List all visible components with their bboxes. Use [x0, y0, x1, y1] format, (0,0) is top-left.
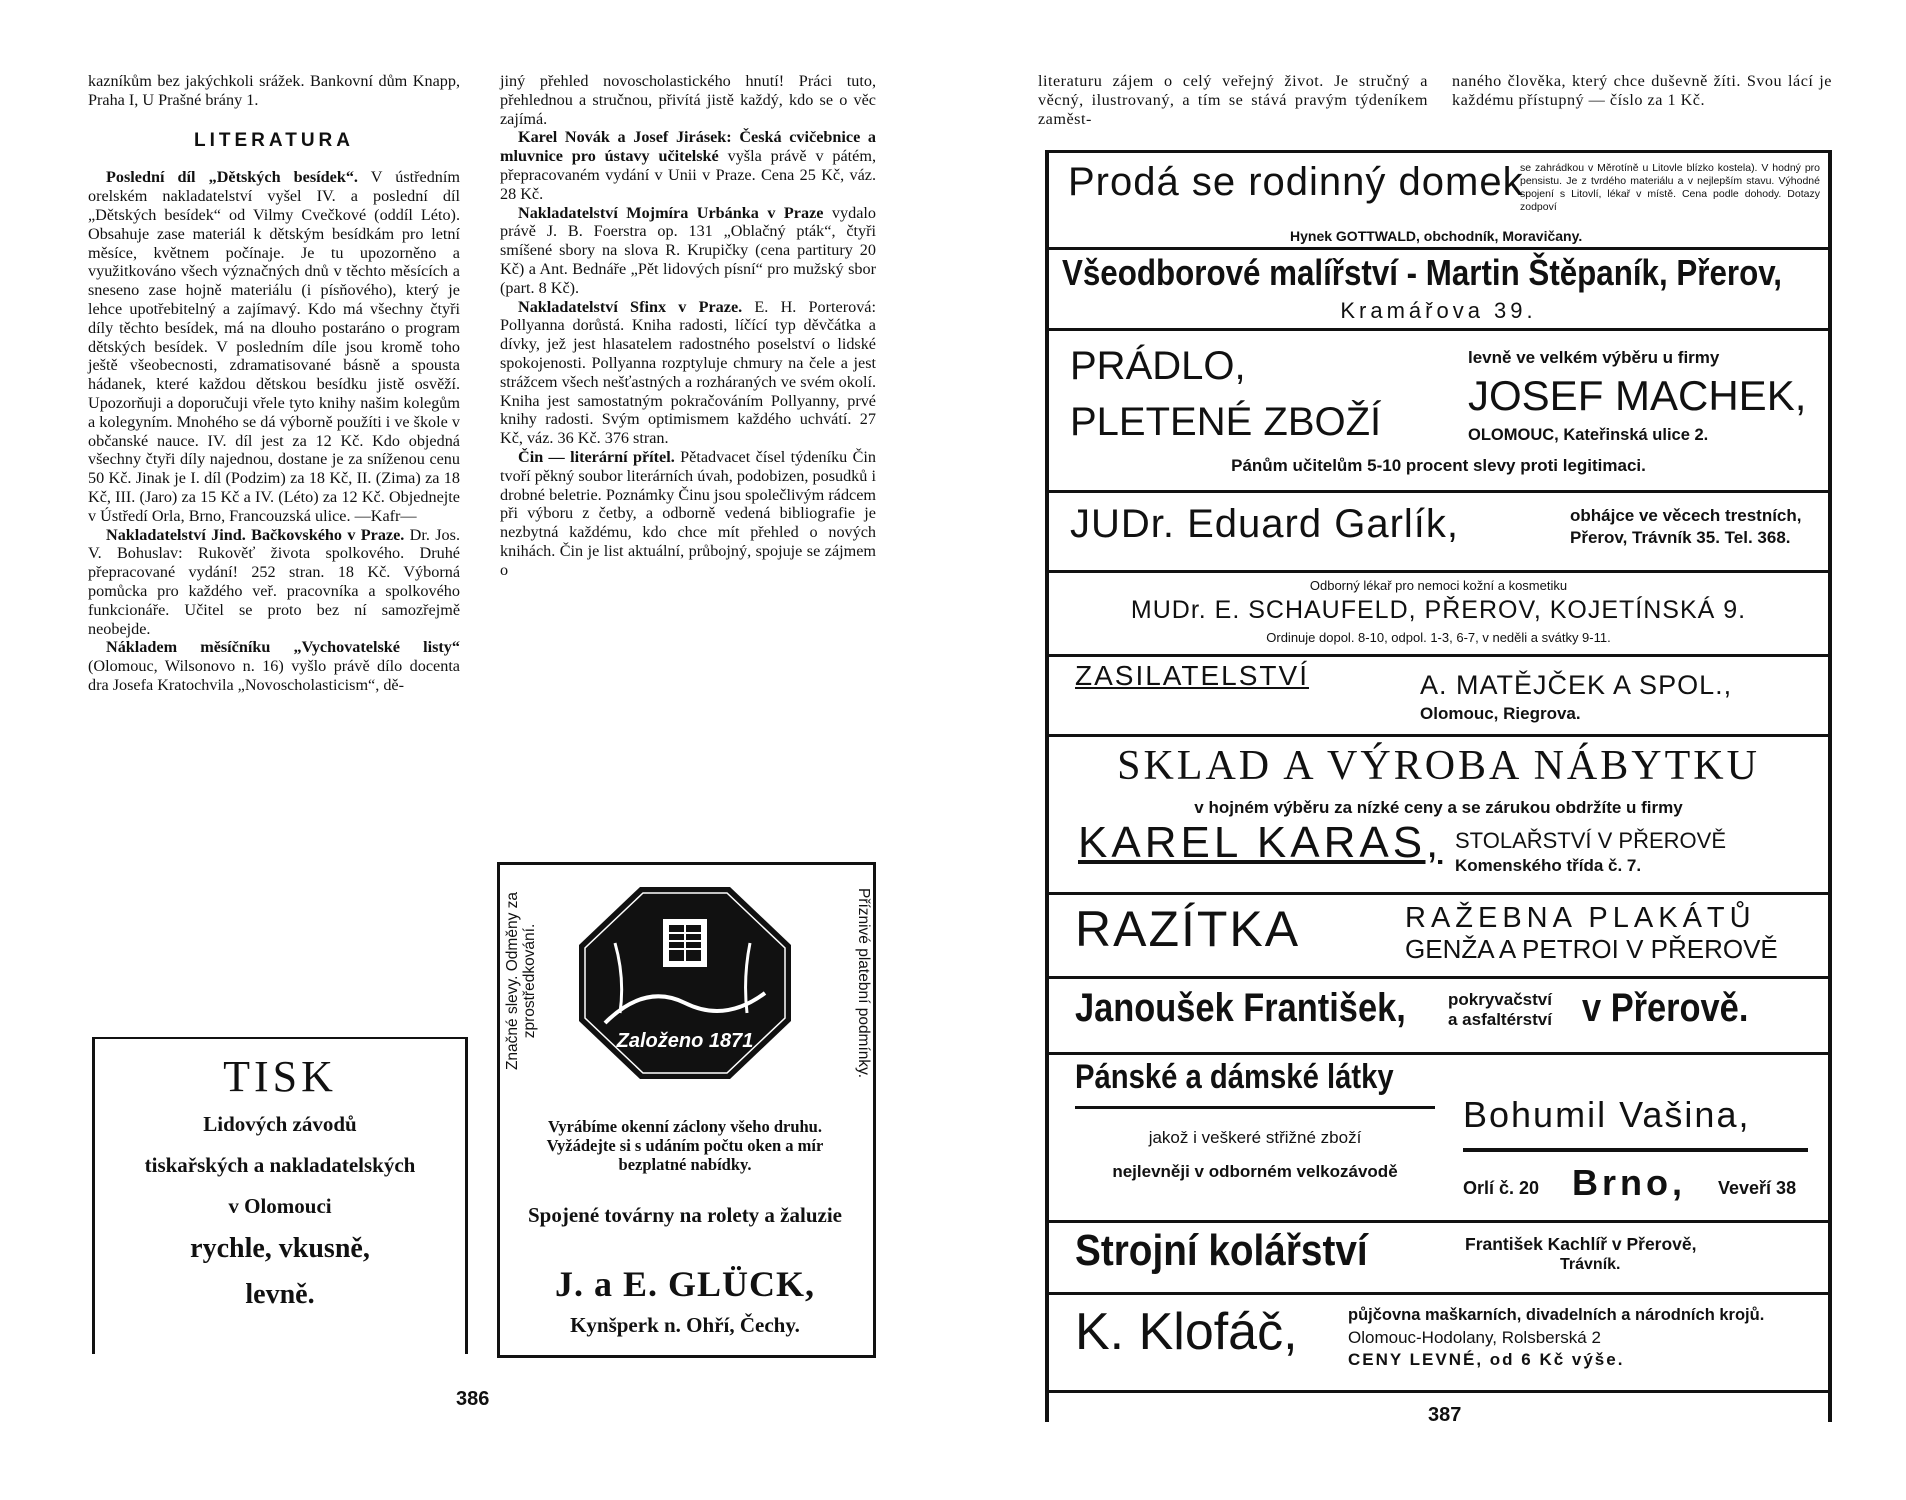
- article-lead: Nákladem měsíčníku „Vychovatelské listy“: [106, 638, 460, 657]
- article-paragraph: [88, 638, 460, 694]
- divider-10: [1045, 1220, 1832, 1223]
- ad-karas-name: KAREL KARAS,: [1078, 818, 1443, 867]
- gluck-address: Kynšperk n. Ohří, Čechy.: [570, 1313, 800, 1337]
- left-column-1: [88, 72, 460, 695]
- ad-matejcek-name: A. MATĚJČEK A SPOL.,: [1420, 670, 1733, 700]
- ad-klofac-r1: půjčovna maškarních, divadelních a národních krojů.: [1348, 1306, 1765, 1324]
- right-frame-top: [1045, 150, 1832, 153]
- ad-latky-rule: [1075, 1106, 1435, 1109]
- ad-rodinny-domek: [1060, 156, 1820, 246]
- gluck-text-2: Spojené továrny na rolety a žaluzie: [528, 1203, 842, 1227]
- ad-genza: GENŽA A PETROI V PŘEROVĚ: [1405, 934, 1778, 964]
- tisk-line-5: rychle, vkusně,: [190, 1233, 370, 1264]
- article-paragraph: [500, 72, 876, 128]
- gluck-advertisement: [497, 862, 876, 1358]
- page-number-left: 386: [456, 1388, 490, 1410]
- ad-matejcek-address: Olomouc, Riegrova.: [1420, 704, 1581, 723]
- tisk-line-2: Lidových závodů: [203, 1112, 357, 1136]
- article-lead: Čin — literární přítel.: [518, 447, 675, 466]
- tisk-advertisement: [92, 1037, 468, 1354]
- ad-latky-title: Pánské a dámské látky: [1075, 1058, 1394, 1096]
- article-lead: Karel Novák a Josef Jirásek: Česká cvičebnice a mluvnice pro ústavy učitelské: [500, 128, 876, 166]
- ad-malirstvi-line1: Všeodborové malířství - Martin Štěpaník, Přerov,: [1062, 252, 1782, 293]
- ad-pradlo-line2: PLETENÉ ZBOŽÍ: [1070, 400, 1382, 444]
- ad-machek-name: JOSEF MACHEK,: [1468, 372, 1807, 419]
- article-body: kazníkům bez jakýchkoli srážek. Bankovní dům Knapp, Praha I, U Prašné brány 1.: [88, 72, 460, 109]
- tisk-title: TISK: [223, 1052, 337, 1101]
- ad-klofac-r3: CENY LEVNÉ, od 6 Kč výše.: [1348, 1350, 1625, 1369]
- ad-razebna: RAŽEBNA PLAKÁTŮ: [1405, 902, 1756, 934]
- gluck-name: J. a E. GLÜCK,: [554, 1264, 816, 1304]
- ad-garlik-name: JUDr. Eduard Garlík,: [1070, 502, 1460, 546]
- article-body: vyšla právě v pátém, přepracovaném vydání v Unii v Praze. Cena 25 Kč, váz. 28 Kč.: [500, 147, 877, 203]
- ad-malirstvi-line2: Kramářova 39.: [1340, 298, 1537, 323]
- ad-machek-address: OLOMOUC, Kateřinská ulice 2.: [1468, 426, 1709, 444]
- tisk-line-4: v Olomouci: [228, 1194, 332, 1218]
- article-paragraph: [88, 526, 460, 639]
- ad-karas-r2: Komenského třída č. 7.: [1455, 856, 1642, 875]
- ad-karas-r1: STOLAŘSTVÍ V PŘEROVĚ: [1455, 828, 1727, 853]
- gluck-text-1: Vyrábíme okenní záclony všeho druhu. Vyžádejte si s udáním počtu oken a mír bezplatné nabídky.: [546, 1117, 824, 1174]
- ad-rodinny-domek-name: Hynek GOTTWALD, obchodník, Moravičany.: [1290, 228, 1583, 244]
- divider-3: [1045, 490, 1832, 493]
- divider-11: [1045, 1292, 1832, 1295]
- ad-janousek-end: v Přerově.: [1582, 986, 1749, 1030]
- article-paragraph: [88, 72, 460, 110]
- article-body: vydalo právě J. B. Foerstra op. 131 „Oblačný pták“, čtyři smíšené sbory na slova R. Krupičky (cena partitury 20 Kč) a Ant. Bednáře „Pět lidových písní“ pro mužský sbor (part. 8 Kč).: [500, 203, 876, 297]
- ad-garlik-r2: Přerov, Trávník 35. Tel. 368.: [1570, 528, 1791, 547]
- article-body: jiný přehled novoscholastického hnutí! Práci tuto, přehlednou a stručnou, přivítá jistě každý, kdo se o věc zajímá.: [500, 72, 876, 128]
- ad-schaufeld-name: MUDr. E. SCHAUFELD, PŘEROV, KOJETÍNSKÁ 9.: [1130, 596, 1747, 624]
- section-heading: LITERATURA: [194, 129, 354, 151]
- divider-12: [1045, 1390, 1832, 1393]
- intro-text-left: literaturu zájem o celý veřejný život. Je stručný a věcný, ilustrovaný, a tím se stává pravým týdeníkem zaměst-: [1038, 72, 1428, 128]
- ad-janousek-mid2: a asfaltérství: [1448, 1010, 1552, 1029]
- ad-kachlir-r2: Trávník.: [1560, 1256, 1621, 1273]
- divider-2: [1045, 328, 1832, 331]
- article-body: V ústředním orelském nakladatelství vyšel IV. a poslední díl „Dětských besídek“ od Vilmy Cvečkové (oddíl Léto). Obsahuje zase materiál k dětským besídkám pro letní měsíce, květnem počínaje. Je tu upozorněno a využitkováno všech význačných dnů v těchto měsících a sneseno zase hojně materiálu (i písňového), který je lehce upotřebitelný a zajímavý. Kdo má všechny čtyři díly těchto besídek, má na dlouho postaráno o program dětských besídek. V posledním díle jsou kromě toho ještě všeobecnosti, zdramatisované básně a spousta hádanek, které každou dětskou besídku jistě osvěží. Upozorňuji a doporučuji vřele tyto knihy našim kolegům a kolegyním. Mnohého se dá výborně použíti i ve škole v občanské nauce. IV. díl jest za 12 Kč. Kdo objedná všechny čtyři díly najednou, dostane je za sníženou cenu 50 Kč. Jinak je I. díl (Podzim) za 18 Kč, II. (Zima) za 18 Kč, III. (Jaro) za 15 Kč a IV. (Léto) za 12 Kč. Objednejte v Ústředí Orla, Brno, Francouzská ulice. —Kafr—: [88, 168, 460, 525]
- article-lead: Nakladatelství Jind. Bačkovského v Praze.: [106, 525, 405, 544]
- article-paragraph: [500, 128, 876, 203]
- gluck-side-right: Příznivé platební podmínky.: [855, 887, 872, 1079]
- ad-razitka: RAZÍTKA: [1075, 901, 1301, 957]
- ad-pradlo-r1: levně ve velkém výběru u firmy: [1468, 348, 1720, 367]
- ad-pradlo-line1: PRÁDLO,: [1070, 344, 1246, 388]
- ad-latky-line3: nejlevněji v odborném velkozávodě: [1112, 1162, 1398, 1181]
- tisk-line-3: tiskařských a nakladatelských: [144, 1153, 416, 1177]
- article-paragraph: [500, 448, 876, 580]
- article-lead: Nakladatelství Sfinx v Praze.: [518, 297, 743, 316]
- article-paragraph: [500, 298, 876, 448]
- ad-vasina-orli: Orlí č. 20: [1463, 1178, 1540, 1198]
- ad-nabytek-title: SKLAD A VÝROBA NÁBYTKU: [1117, 743, 1760, 789]
- ad-klofac: K. Klofáč,: [1075, 1303, 1298, 1361]
- divider-8: [1045, 976, 1832, 979]
- ad-rodinny-domek-details: se zahrádkou v Měrotíně u Litovle blízko kostela). V hodný pro pensistu. Je z tvrdého materiálu a v nejlepším stavu. Výhodné spojení s Litovlí, lékař v místě. Cena podle dohody. Dotazy zodpoví: [1520, 162, 1820, 213]
- ad-rodinny-domek-title: Prodá se rodinný domek: [1068, 160, 1524, 204]
- gluck-side-left: Značné slevy. Odměny za zprostředkování.: [504, 891, 538, 1071]
- divider-6: [1045, 734, 1832, 737]
- article-body: E. H. Porterová: Pollyanna dorůstá. Kniha radosti, líčící typ děvčátka a dívky, jež jest hlasatelem radostného poselství o lidské spokojenosti. Pollyanna rozptyluje chmury na čele a jest strážcem všech nešťastných a rozháraných ve svém okolí. Kniha jest samostatným pokračováním Pollyanny, prvé knihy radosti. Svým optimismem každého uchvátí. 27 Kč, váz. 36 Kč. 376 stran.: [500, 297, 876, 448]
- article-body: Pětadvacet čísel týdeníku Čin tvoří pěkný soubor literárních úvah, podobizen, posudků i drobné beletrie. Poznámky Činu jsou společlivým rádcem při výboru z četby, a odborně vedená bibliografie je nezbytná každému, kdo chce mít přehled o nových knihách. Čin je list aktuální, průbojný, spojuje se zájmem o: [500, 447, 877, 579]
- divider-4: [1045, 570, 1832, 573]
- divider-5: [1045, 654, 1832, 657]
- article-lead: Poslední díl „Dětských besídek“.: [106, 168, 358, 187]
- ad-nabytek-line2: v hojném výběru za nízké ceny a se zárukou obdržíte u firmy: [1194, 798, 1683, 817]
- ad-klofac-r2: Olomouc-Hodolany, Rolsberská 2: [1348, 1328, 1601, 1347]
- article-paragraph: [500, 204, 876, 298]
- left-column-2: [500, 72, 876, 580]
- ad-schaufeld-line1: Odborný lékař pro nemoci kožní a kosmetiku: [1309, 578, 1568, 593]
- article-paragraph: [88, 168, 460, 525]
- intro-text-right: naného člověka, který chce duševně žíti. Svou lácí je každému přístupný — číslo za 1 Kč.: [1452, 72, 1832, 109]
- gluck-badge-text: Založeno 1871: [616, 1030, 754, 1052]
- ad-schaufeld-hours: Ordinuje dopol. 8-10, odpol. 1-3, 6-7, v neděli a svátky 9-11.: [1266, 630, 1611, 645]
- ad-garlik-r1: obhájce ve věcech trestních,: [1570, 506, 1802, 525]
- ad-janousek-name: Janoušek František,: [1075, 986, 1406, 1030]
- ad-latky-line2: jakož i veškeré střižné zboží: [1148, 1128, 1362, 1147]
- ad-zasilatelstvi: ZASILATELSTVÍ: [1075, 660, 1309, 691]
- gluck-logo-badge: [575, 883, 795, 1083]
- ad-janousek-mid1: pokryvačství: [1448, 990, 1552, 1009]
- ad-kolarstvi: Strojní kolářství: [1075, 1226, 1368, 1275]
- ad-vasina-veveri: Veveří 38: [1718, 1178, 1797, 1198]
- ad-kachlir-r1: František Kachlíř v Přerově,: [1465, 1234, 1697, 1254]
- article-lead: Nakladatelství Mojmíra Urbánka v Praze: [518, 203, 824, 222]
- article-body: Dr. Jos. V. Bohuslav: Rukověť života spolkového. Druhé přepracované vydání! 252 stran. 18 Kč. Výborná pomůcka pro každého veř. pracovníka a spolkového funkcionáře. Učitel se proto bez ní samozřejmě neobejde.: [88, 525, 460, 638]
- article-body: (Olomouc, Wilsonovo n. 16) vyšlo právě dílo docenta dra Josefa Kratochvila „Novoscholasticism“, dě-: [88, 657, 460, 694]
- ad-pradlo-discount: Pánům učitelům 5-10 procent slevy proti legitimaci.: [1231, 456, 1646, 475]
- divider-9: [1045, 1052, 1832, 1055]
- ad-vasina-brno: Brno,: [1572, 1162, 1686, 1203]
- ad-vasina-name: Bohumil Vašina,: [1463, 1094, 1751, 1135]
- ad-vasina-rule: [1463, 1148, 1808, 1152]
- divider-7: [1045, 892, 1832, 895]
- tisk-line-6: levně.: [245, 1279, 315, 1310]
- page-number-right: 387: [1428, 1404, 1462, 1426]
- divider-1: [1045, 247, 1832, 250]
